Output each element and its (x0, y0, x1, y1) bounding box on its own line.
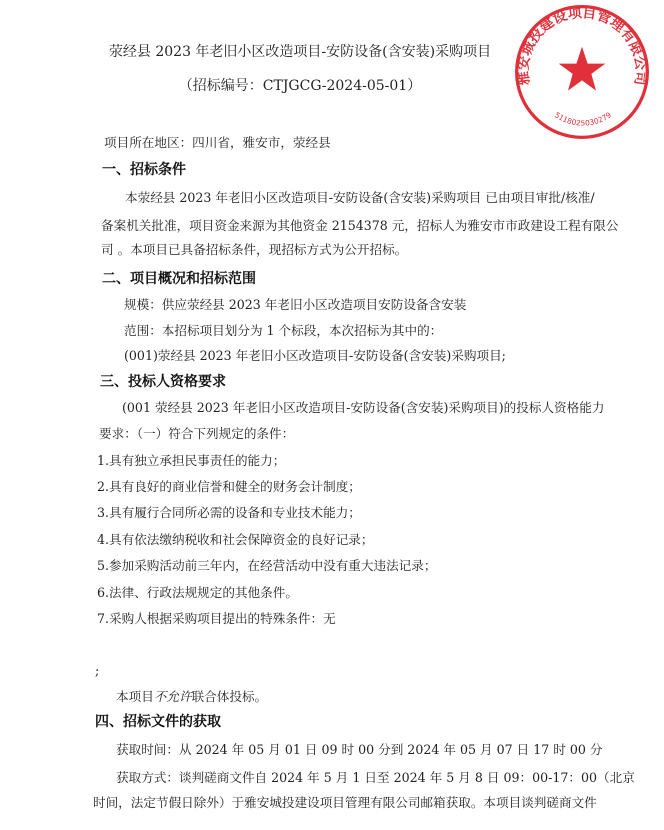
requirement-item: 5.参加采购活动前三年内，在经营活动中没有重大违法记录； (97, 558, 437, 573)
company-seal-stamp (512, 2, 652, 142)
consortium-suffix: 联合体投标。 (191, 689, 268, 704)
paragraph-line: 获取方式：谈判磋商文件自 2024 年 5 月 1 日至 2024 年 5 月 8 日 09：00-17：00（北京 (116, 770, 635, 785)
paragraph-line: 范围：本招标项目划分为 1 个标段，本次招标为其中的： (124, 323, 443, 338)
paragraph-line: 本荥经县 2023 年老旧小区改造项目-安防设备(含安装)采购项目 已由项目审批/核准/ (125, 190, 595, 205)
consortium-note (116, 689, 267, 705)
document-title: 荥经县 2023 年老旧小区改造项目-安防设备(含安装)采购项目 (108, 44, 492, 60)
stray-semicolon: ; (95, 663, 100, 678)
paragraph-line: 司 。本项目已具备招标条件，现招标方式为公开招标。 (101, 242, 408, 257)
requirement-item: 7.采购人根据采购项目提出的特殊条件：无 (97, 611, 336, 626)
bid-number: （招标编号：CTJGCG-2024-05-01） (178, 78, 422, 94)
paragraph-line: 要求：（一）符合下列规定的条件： (99, 426, 295, 441)
project-location: 项目所在地区：四川省，雅安市，荥经县 (104, 135, 331, 150)
requirement-item: 2.具有良好的商业信誉和健全的财务会计制度； (97, 479, 361, 494)
requirement-item: 3.具有履行合同所必需的设备和专业技术能力； (97, 505, 361, 520)
consortium-value: 不允许 (153, 689, 192, 704)
consortium-prefix: 本项目 (116, 689, 154, 704)
paragraph-line: 规模：供应荥经县 2023 年老旧小区改造项目安防设备含安装 (124, 297, 467, 312)
requirement-item: 1.具有独立承担民事责任的能力； (97, 453, 286, 468)
requirement-item: 6.法律、行政法规规定的其他条件。 (97, 585, 298, 600)
paragraph-line: 获取时间：从 2024 年 05 月 01 日 09 时 00 分到 2024 年 05 月 07 日 17 时 00 分 (116, 742, 603, 757)
svg-text:5118025030279 (553, 110, 613, 127)
paragraph-line: (001 荥经县 2023 年老旧小区改造项目-安防设备(含安装)采购项目)的投标人资格能力 (122, 400, 605, 415)
paragraph-line: 时间，法定节假日除外）于雅安城投建设项目管理有限公司邮箱获取。本项目谈判磋商文件 (93, 795, 597, 810)
section-heading: 一、招标条件 (102, 162, 186, 178)
stamp-text: 雅安城投建设项目管理有限公司 (515, 4, 649, 87)
paragraph-line: 备案机关批准，项目资金来源为其他资金 2154378 元，招标人为雅安市市政建设工程有限公 (101, 218, 619, 233)
stamp-code: 5118025030279 (552, 110, 613, 128)
requirement-item: 4.具有依法缴纳税收和社会保障资金的良好记录； (97, 532, 374, 547)
star-icon (559, 47, 606, 91)
section-heading: 四、招标文件的获取 (95, 714, 221, 730)
section-heading: 三、投标人资格要求 (100, 374, 226, 390)
paragraph-line: (001)荥经县 2023 年老旧小区改造项目-安防设备(含安装)采购项目; (124, 348, 506, 363)
section-heading: 二、项目概况和招标范围 (102, 271, 256, 287)
